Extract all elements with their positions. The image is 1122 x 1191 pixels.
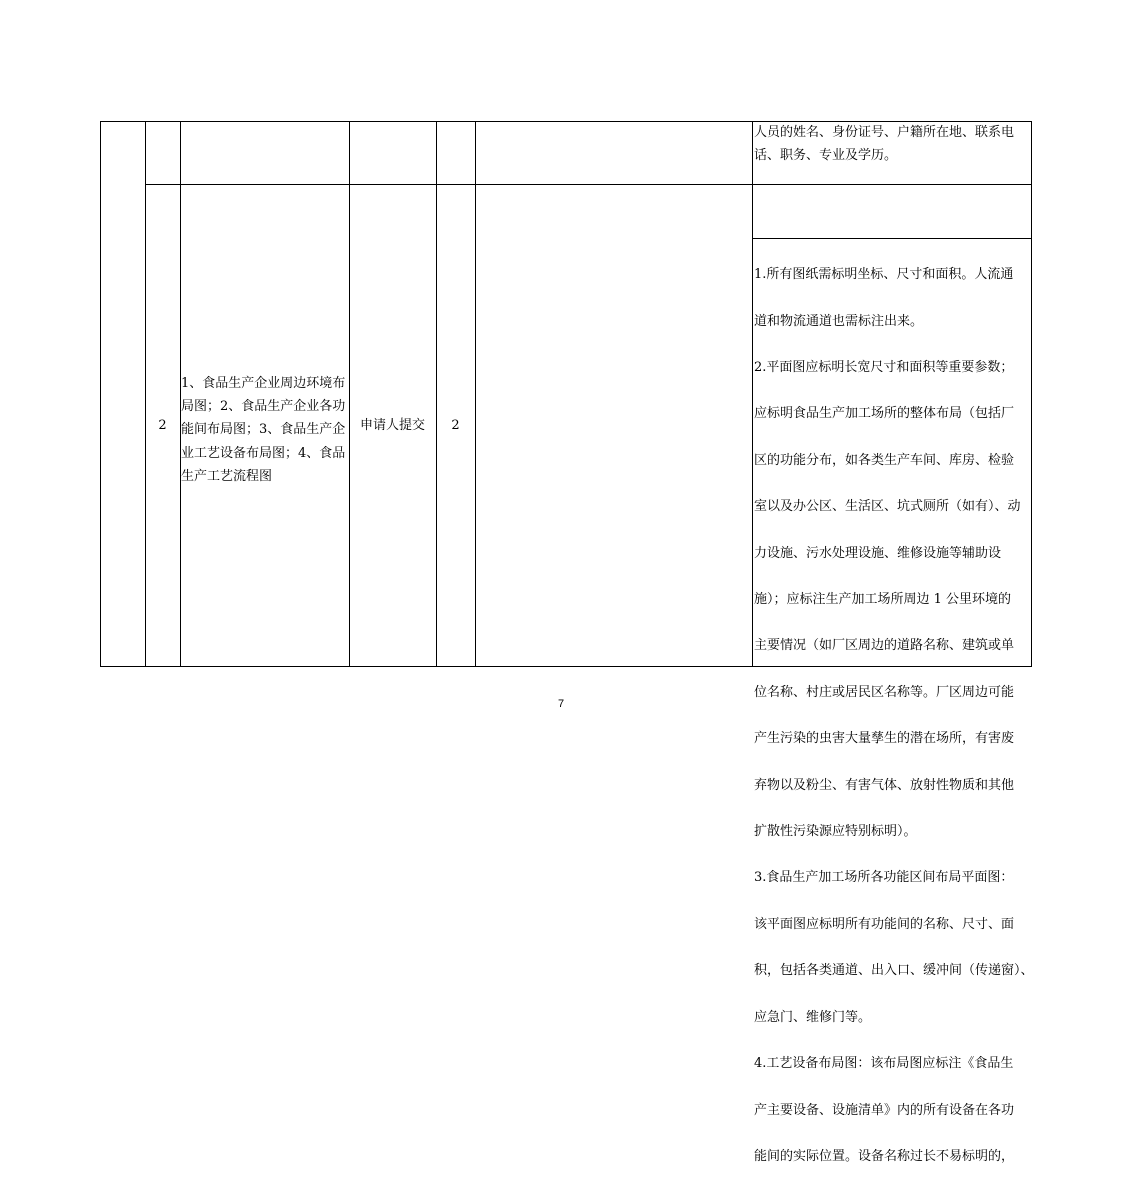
requirement-line: 产主要设备、设施清单》内的所有设备在各功 — [754, 1102, 1015, 1118]
requirement-line: 3.食品生产加工场所各功能区间布局平面图： — [754, 870, 1014, 886]
requirement-line: 室以及办公区、生活区、坑式厕所（如有）、动 — [754, 499, 1021, 515]
row-2-requirement-cell — [754, 240, 1034, 1191]
prev-row-requirement-cell: 人员的姓名、身份证号、户籍所在地、联系电 话、职务、专业及学历。 — [754, 125, 1015, 164]
requirement-line: 主要情况（如厂区周边的道路名称、建筑或单 — [754, 638, 1015, 654]
requirement-line: 施）；应标注生产加工场所周边 1 公里环境的 — [754, 592, 1012, 608]
row-2-material-cell: 1、食品生产企业周边环境布局图；2、食品生产企业各功能间布局图；3、食品生产企业工艺设备布局图；4、食品生产工艺流程图 — [181, 376, 346, 484]
requirement-line: 弃物以及粉尘、有害气体、放射性物质和其他 — [754, 777, 1015, 793]
row-2-seq-cell: 2 — [158, 418, 167, 433]
requirement-line: 力设施、污水处理设施、维修设施等辅助设 — [754, 545, 1002, 561]
requirement-line: 扩散性污染源应特别标明）。 — [754, 824, 917, 840]
requirement-line: 道和物流通道也需标注出来。 — [754, 313, 924, 329]
row-2-copies-cell: 2 — [451, 418, 460, 433]
requirement-line: 1.所有图纸需标明坐标、尺寸和面积。人流通 — [754, 267, 1014, 283]
requirement-line: 应急门、维修门等。 — [754, 1009, 872, 1025]
requirement-line: 能间的实际位置。设备名称过长不易标明的， — [754, 1148, 1015, 1164]
requirement-line: 区的功能分布，如各类生产车间、库房、检验 — [754, 452, 1015, 468]
requirement-line: 该平面图应标明所有功能间的名称、尺寸、面 — [754, 916, 1015, 932]
page-number: 7 — [557, 698, 565, 710]
requirement-line: 位名称、村庄或居民区名称等。厂区周边可能 — [754, 684, 1015, 700]
requirement-line: 2.平面图应标明长宽尺寸和面积等重要参数； — [754, 360, 1014, 376]
row-2-source-cell: 申请人提交 — [359, 418, 425, 433]
requirement-line: 积，包括各类通道、出入口、缓冲间（传递窗）、 — [754, 963, 1034, 979]
requirement-line: 应标明食品生产加工场所的整体布局（包括厂 — [754, 406, 1015, 422]
requirement-line: 4.工艺设备布局图：该布局图应标注《食品生 — [754, 1056, 1014, 1072]
requirement-line: 产生污染的虫害大量孳生的潜在场所，有害废 — [754, 731, 1015, 747]
